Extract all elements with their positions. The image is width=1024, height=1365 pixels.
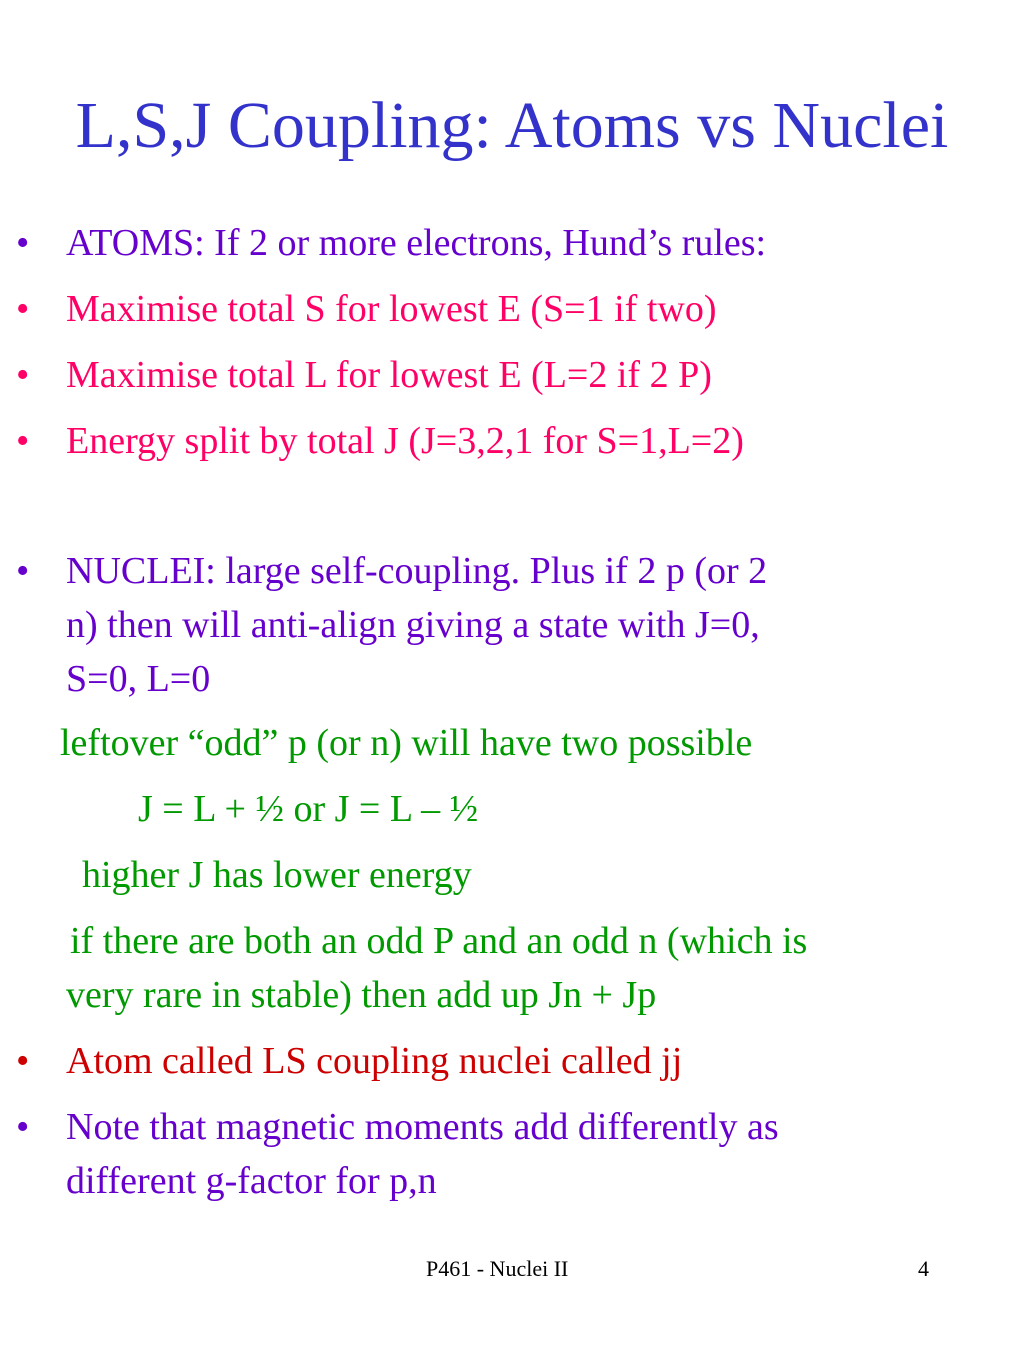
note-odd-both-line-1: if there are both an odd P and an odd n (which is	[70, 920, 808, 962]
footer-page-number: 4	[918, 1256, 929, 1281]
bullet-nuclei-line-3: S=0, L=0	[66, 658, 211, 700]
bullet-marker: •	[16, 550, 30, 592]
footer-course: P461 - Nuclei II	[426, 1256, 569, 1281]
bullet-marker: •	[16, 222, 30, 264]
bullet-nuclei-line-2: n) then will anti-align giving a state with J=0,	[66, 604, 760, 646]
note-higher-j: higher J has lower energy	[82, 854, 472, 896]
bullet-maximise-s: Maximise total S for lowest E (S=1 if two)	[66, 288, 717, 330]
bullet-magnetic-line-2: different g-factor for p,n	[66, 1160, 437, 1202]
bullet-maximise-l: Maximise total L for lowest E (L=2 if 2 P)	[66, 354, 712, 396]
bullet-marker: •	[16, 1040, 30, 1082]
bullet-marker: •	[16, 1106, 30, 1148]
note-odd-both-line-2: very rare in stable) then add up Jn + Jp	[66, 974, 657, 1016]
bullet-energy-split: Energy split by total J (J=3,2,1 for S=1,L=2)	[66, 420, 744, 462]
bullet-marker: •	[16, 420, 30, 462]
bullet-ls-jj-coupling: Atom called LS coupling nuclei called jj	[66, 1040, 683, 1082]
note-j-values: J = L + ½ or J = L – ½	[138, 788, 479, 830]
note-leftover: leftover “odd” p (or n) will have two possible	[60, 722, 753, 764]
bullet-nuclei-line-1: NUCLEI: large self-coupling. Plus if 2 p (or 2	[66, 550, 768, 592]
bullet-magnetic-line-1: Note that magnetic moments add differently as	[66, 1106, 779, 1148]
bullet-marker: •	[16, 354, 30, 396]
bullet-marker: •	[16, 288, 30, 330]
slide-title: L,S,J Coupling: Atoms vs Nuclei	[75, 89, 949, 162]
bullet-atoms: ATOMS: If 2 or more electrons, Hund’s rules:	[66, 222, 767, 264]
